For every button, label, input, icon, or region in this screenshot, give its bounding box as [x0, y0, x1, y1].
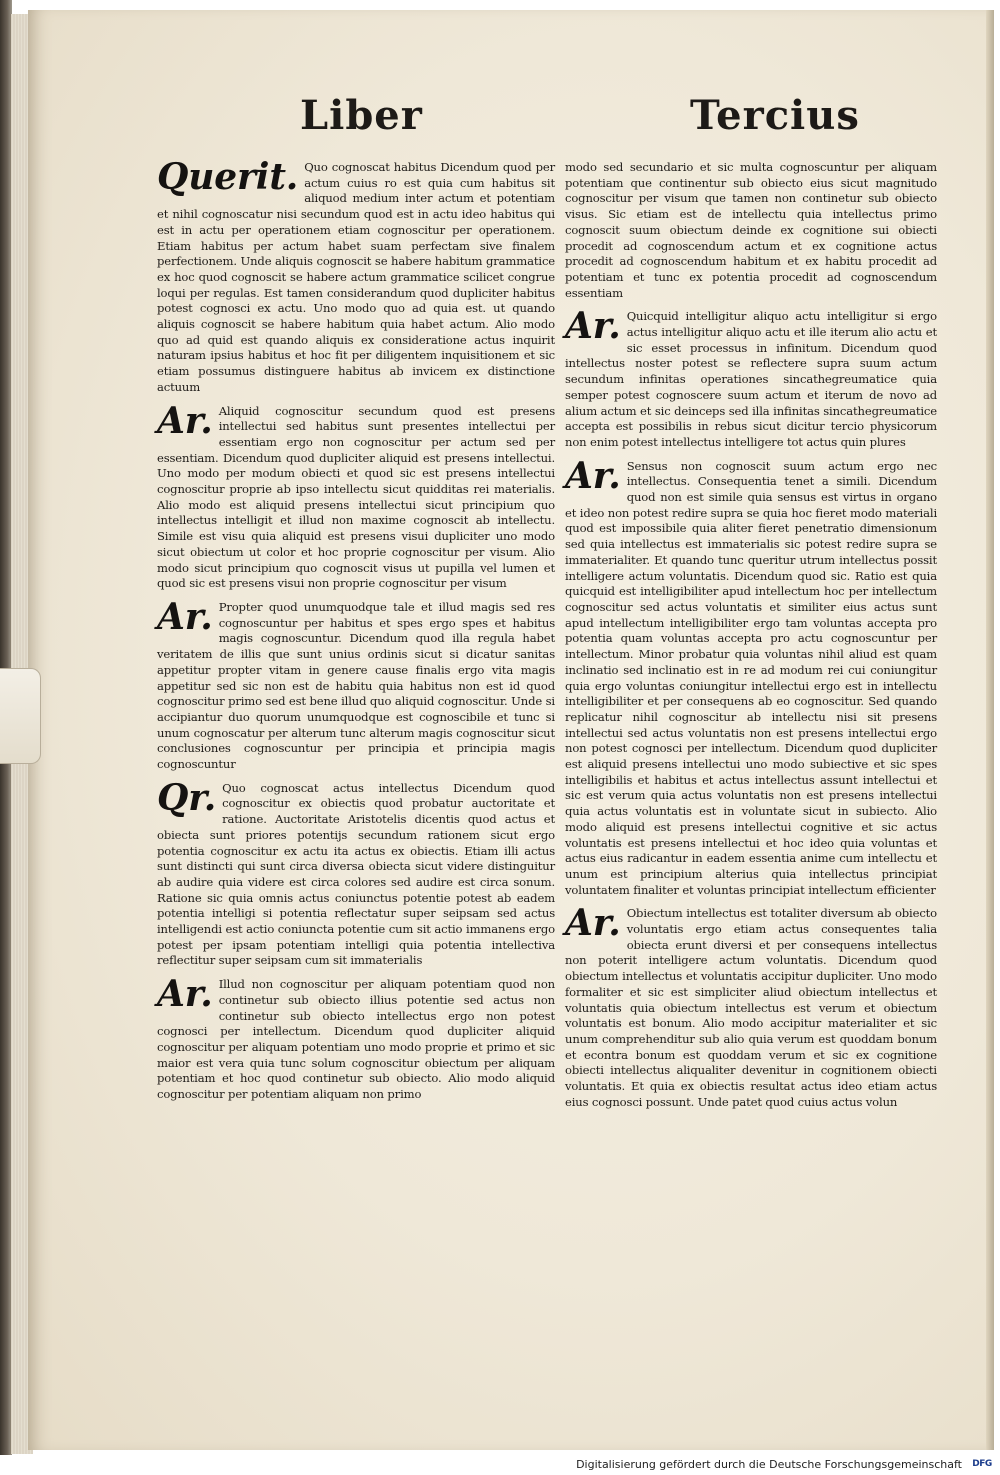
paragraph-text: Quo cognoscat habitus Dicendum quod per actum cuius ro est quia cum habitus sit aliquod medium inter actum et potentiam et nihil cognoscatur nisi secundum quod est in actu ideo habitus qui est in actu per operationem etiam cognoscitur per operationem. Etiam habitus per actum habet suam perfectam sive finalem perfectionem. Unde aliquis cognoscit se habere habitum grammatice ex hoc quod cognoscit se habere actum grammatice scilicet congrue loqui per regulas. Est tamen considerandum quod dupliciter habitus potest cognosci ex actu. Uno modo quo ad quia est. ut quando aliquis cognoscit se habere habitum quia habet actum. Alio modo quo ad quid est quando aliquis ex consideratione actus inquirit naturam ipsius habitus et hoc fit per diligentem inquisitionem et sic etiam possumus distinguere habitus ab invicem ex distinctione actuum	[157, 160, 555, 394]
running-head-left: Liber	[300, 92, 423, 139]
section-initial: Ar.	[157, 973, 213, 1016]
section-initial: Querit.	[157, 156, 299, 198]
paragraph	[157, 973, 555, 1103]
section-initial: Ar.	[157, 399, 213, 442]
paragraph-text: Quo cognoscat actus intellectus Dicendum quod cognoscitur ex obiectis quod probatur auctoritate et ratione. Auctoritate Aristotelis dicentis quod actus et obiecta sunt priores potentijs secundum rationem sicut ergo potentia cognoscitur ex actu ita actus ex obiectis. Etiam illi actus sunt distincti qui sunt circa diversa obiecta sicut videre distinguitur ab audire quia videre est circa colores sed audire est circa sonum. Ratione sic quia omnis actus coniunctus potentie potest ab eadem potentia intelligi si potentia reflectatur super seipsam sed actus intelligendi est actio coniuncta potentie cum sit actio immanens ergo potest per ipsam potentiam intelligi quia potentia intellectiva reflectitur super seipsam cum sit immaterialis	[157, 780, 555, 968]
paragraph	[157, 156, 555, 396]
paragraph	[565, 305, 937, 450]
paragraph-text: Propter quod unumquodque tale et illud magis sed res cognoscuntur per habitus et spes ergo spes et habitus magis cognoscuntur. Dicendum quod illa regula habet veritatem de illis que sunt unius ordinis sicut si dicatur sanitas appetitur propter vitam in genere cause finalis ergo vita magis appetitur sed sic non est de habitu quia habitus non est id quod cognoscitur primo sed est bene illud quo aliquid cognoscitur. Unde si accipiantur duo quorum unumquodque est cognoscibile et tunc si unum cognoscatur per alterum tunc alterum magis cognoscitur sicut conclusiones cognoscuntur per principia et principia magis cognoscuntur	[157, 599, 555, 772]
section-initial: Ar.	[565, 454, 621, 497]
paragraph-text: Aliquid cognoscitur secundum quod est presens intellectui sed habitus sunt presentes intellectui per essentiam ergo non cognoscitur per actum sed per essentiam. Dicendum quod dupliciter aliquid est presens intellectui. Uno modo per modum obiecti et quod sic est presens intellectui cognoscitur proprie ab ipso intellectu sicut quidditas rei materialis. Alio modo est aliquid presens intellectui sicut principium quo intellectus intelligit et illud non maxime cognoscit ab intellectu. Simile est visu quia aliquid est presens visui dupliciter uno modo sicut obiectum ut color et hoc proprie cognoscitur per visum. Alio modo sicut principium quo cognoscit visus ut pupilla vel lumen et quod sic est presens visui non proprie cognoscitur per visum	[157, 403, 555, 591]
text-column-left	[157, 156, 555, 1111]
paragraph-text: modo sed secundario et sic multa cognoscuntur per aliquam potentiam que continentur sub obiecto eius sicut magnitudo cognoscitur per visum que tamen non continetur sub obiecto visus. Sic etiam est de intellectu quia intellectus primo cognoscit suum obiectum deinde ex cognitione sui obiecti procedit ad cognoscendum actum et ex cognitione actus procedit ad cognoscendum habitum et ex habitu procedit ad potentiam et tunc ex potentia procedit ad cognoscendum essentiam	[565, 160, 937, 300]
paragraph-text: Quicquid intelligitur aliquo actu intelligitur si ergo actus intelligitur aliquo actu et ille iterum alio actu et sic esset processus in infinitum. Dicendum quod intellectus noster potest se reflectere supra suum actum secundum infinitas operationes sincathegreumatice quia semper potest cognoscere suum actum et iterum de novo ad alium actum et sic deinceps sed illa infinitas sincathegreumatice accepta est possibilis in rebus sicut dicitur tercio physicorum non enim potest intellectus intelligere tot actus quin plures	[565, 309, 937, 449]
paragraph	[157, 399, 555, 592]
text-column-right	[565, 160, 937, 1118]
paragraph	[157, 595, 555, 773]
page-right-edge	[986, 10, 994, 1450]
running-head-right: Tercius	[690, 92, 860, 139]
footer-credit: Digitalisierung gefördert durch die Deutsche Forschungsgemeinschaft	[576, 1458, 962, 1471]
section-initial: Ar.	[565, 902, 621, 945]
paragraph-text: Obiectum intellectus est totaliter diversum ab obiecto voluntatis ergo etiam actus consequentes talia obiecta erunt diversi et per consequens intellectus non poterit intelligere actum voluntatis. Dicendum quod obiectum intellectus et voluntatis accipitur dupliciter. Uno modo formaliter et sic est simpliciter aliud obiectum intellectus et voluntatis quia obiectum intellectus est verum et obiectum voluntatis est bonum. Alio modo accipitur materialiter et sic unum comprehenditur sub alio quia verum est quoddam bonum et econtra bonum est quoddam verum et sic ex cognitione obiecti intellectus aliqualiter devenitur in cognitionem obiecti voluntatis. Et quia ex obiectis resultat actus ideo etiam actus eius cognosci possunt. Unde patet quod cuius actus volun	[565, 906, 937, 1109]
paragraph	[565, 160, 937, 301]
paragraph-text: Sensus non cognoscit suum actum ergo nec intellectus. Consequentia tenet a simili. Dicendum quod non est simile quia sensus est virtus in organo et ideo non potest redire supra se quia hoc fieret modo materiali quod est impossibile quia aliter fieret penetratio dimensionum sed quia intellectus est immaterialis sic potest redire supra se immaterialiter. Et quando tunc queritur utrum intellectus possit intelligere actum voluntatis. Dicendum quod sic. Ratio est quia quicquid est intelligibiliter apud intellectum hoc per intellectum cognoscitur sed actus voluntatis et similiter eius actus sunt apud intellectum intelligibiliter ergo tam voluntas accepta pro potentia quam voluntas accepta pro actu cognoscuntur per intellectum. Minor probatur quia voluntas nihil aliud est quam inclinatio sed inclinatio est in re ad modum rei cui coniungitur quia ergo voluntas coniungitur intellectui ergo est in intellectu intelligibiliter et per consequens ab eo cognoscitur. Sed quando replicatur nihil cognoscitur ab intellectu nisi sit presens intellectui sed actus voluntatis non est presens intellectui ergo non potest cognosci per intellectum. Dicendum quod dupliciter est aliquid presens intellectui uno modo subiective et sic spes intelligibilis et habitus et actus intellectus assunt intellectui et sic est verum quia actus voluntatis non est presens intellectui quia actus voluntatis est in voluntate sicut in subiecto. Alio modo aliquid est presens intellectui cognitive et sic actus voluntatis est presens intellectui et hoc ideo quia voluntas et actus eius radicantur in eadem essentia anime cum intellectu et unum est principium alterius quia intellectus principiat voluntatem finaliter et voluntas principiat intellectum efficienter	[565, 458, 937, 897]
page-clasp	[0, 668, 41, 764]
paragraph	[157, 776, 555, 969]
paragraph	[565, 454, 937, 899]
section-initial: Qr.	[157, 776, 217, 819]
paragraph-text: Illud non cognoscitur per aliquam potentiam quod non continetur sub obiecto illius potentie sed actus non continetur sub obiecto intellectus ergo non potest cognosci per intellectum. Dicendum quod dupliciter aliquid cognoscitur per aliquam potentiam uno modo proprie et primo et sic maior est vera quia tunc solum cognoscitur obiectum per aliquam potentiam et hoc quod continetur sub obiecto. Alio modo aliquid cognoscitur per potentiam aliquam non primo	[157, 977, 555, 1102]
paragraph	[565, 902, 937, 1110]
section-initial: Ar.	[157, 595, 213, 638]
dfg-logo-icon: DFG	[972, 1459, 992, 1469]
section-initial: Ar.	[565, 305, 621, 348]
